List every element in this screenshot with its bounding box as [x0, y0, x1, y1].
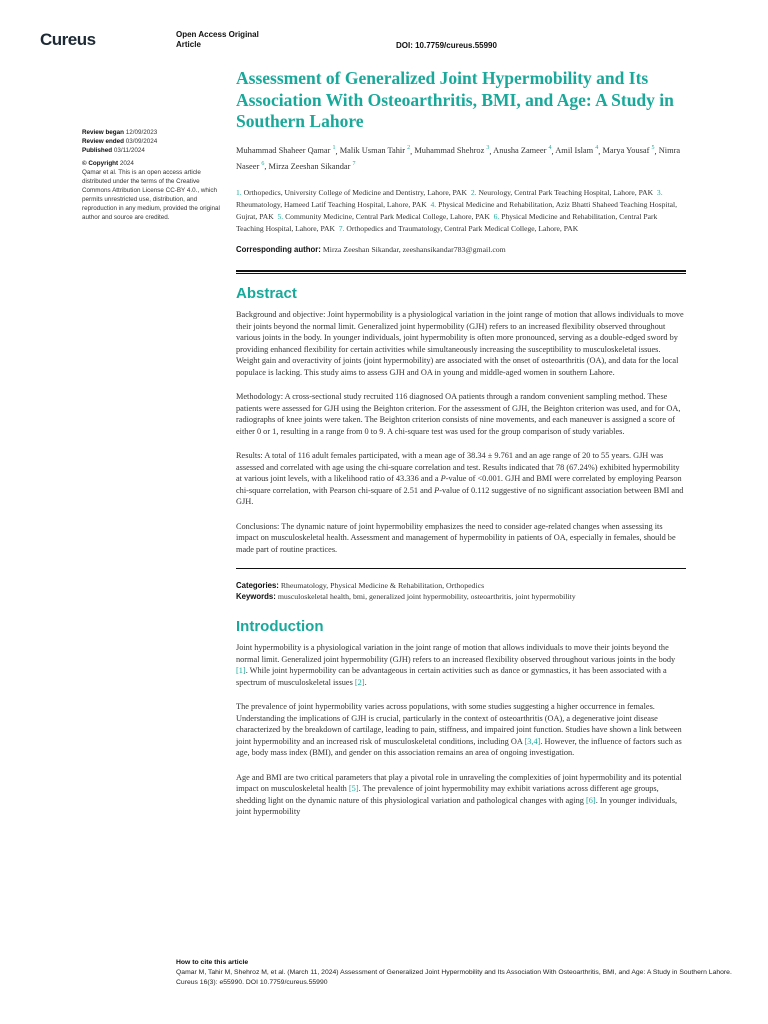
- citation-link[interactable]: [1]: [236, 666, 246, 676]
- citation-link[interactable]: [6]: [586, 795, 596, 805]
- affiliation: 4. Physical Medicine and Rehabilitation, Aziz Bhatti Shaheed Teaching Hospital, Gujrat, PAK: [236, 200, 677, 222]
- corresponding-author: [236, 245, 686, 254]
- categories-keywords: [236, 581, 686, 602]
- abstract-results: Results: A total of 116 adult females participated, with a mean age of 38.34 ± 9.761 and an age range of 20 to 55 years. GJH was assessed and correlated with age using the chi-square correlation and test. Results indicated that 78 (67.24%) exhibited hypermobility at various joint levels, with a likelihood ratio of 43.336 and a P-value of <0.001. GJH and BMI were correlated by employing Pearson chi-square correlation, with Pearson chi-square of 2.51 and P-value of 0.112 suggestive of no significant association between BMI and GJH.: [236, 451, 684, 507]
- keywords-line: Keywords: musculoskeletal health, bmi, generalized joint hypermobility, osteoarthritis, joint hypermobility: [236, 591, 576, 601]
- corresponding-label: Corresponding author:: [236, 245, 321, 255]
- affiliation: 5. Community Medicine, Central Park Medical College, Lahore, PAK: [277, 212, 490, 222]
- author[interactable]: Muhammad Shaheer Qamar $^1$: [236, 145, 336, 156]
- cite-text: Qamar M, Tahir M, Shehroz M, et al. (March 11, 2024) Assessment of Generalized Joint Hypermobility and Its Association With Osteoarthritis, BMI, and Age: A Study in Southern Lahore. Cureus 16(3): e55990. DOI 10.7759/cureus.55990: [176, 969, 732, 986]
- corresponding-text[interactable]: Mirza Zeeshan Sikandar, zeeshansikandar783@gmail.com: [322, 245, 506, 255]
- affiliations: [236, 187, 686, 235]
- author-list: Muhammad Shaheer Qamar $^1$, Malik Usman Tahir $^2$, Muhammad Shehroz $^3$, Anusha Zameer $^4$, Amil Islam $^4$, Marya Yousaf $^5$, Nimra Naseer $^6$, Mirza Zeeshan Sikandar $^7$: [236, 145, 681, 171]
- abstract-heading: Abstract: [236, 285, 297, 303]
- how-to-cite: [176, 958, 736, 988]
- intro-paragraph-1: Joint hypermobility is a physiological variation in the joint range of motion that allows individuals to move their joints beyond the normal limit. Generalized joint hypermobility (GJH) refers to an increased flexibility observed throughout various joints in the body [1]. While joint hypermobility can be advantageous in certain activities such as dance or gymnastics, it has been associated with a spectrum of musculoskeletal issues [2].: [236, 643, 676, 687]
- doi-header[interactable]: DOI: 10.7759/cureus.55990: [396, 41, 497, 50]
- copyright-label: © Copyright: [82, 160, 119, 167]
- abstract-background: Background and objective: Joint hypermobility is a physiological variation in the joint range of motion that allows individuals to move their joints beyond the normal limit. Generalized joint hypermobility (GJH) refers to an increased flexibility observed throughout various joints in the body. In younger individuals, joint hypermobility is often more pronounced, serving as a double-edged sword by providing enhanced flexibility for certain activities while simultaneously increasing the susceptibility to musculoskeletal issues. Weight gain and overactivity of joints (joint hypermobility) are associated with the onset of osteoarthritis (OA), and data for the local populace is lacking. This study aims to assess GJH and OA in young and middle-aged women in southern Lahore.: [236, 310, 684, 377]
- review-began-date: 12/09/2023: [125, 129, 158, 136]
- article-title: Assessment of Generalized Joint Hypermobility and Its Association With Osteoarthritis, BMI, and Age: A Study in Southern Lahore: [236, 68, 674, 131]
- review-began-label: Review began: [82, 129, 124, 136]
- license-text: Qamar et al. This is an open access article distributed under the terms of the Creative Commons Attribution License CC-BY 4.0., which permits unrestricted use, distribution, and reproduction in any medium, provided the original author and source are credited.: [82, 169, 220, 221]
- abstract-conclusions: Conclusions: The dynamic nature of joint hypermobility emphasizes the need to consider age-related changes when assessing its impact on musculoskeletal health. Assessment and management of hypermobility in patients of OA, especially in females, should be made part of routine practices.: [236, 521, 676, 554]
- review-ended-label: Review ended: [82, 138, 124, 145]
- author[interactable]: Malik Usman Tahir $^2$: [339, 145, 411, 156]
- citation-link[interactable]: [2]: [354, 677, 365, 687]
- section-divider: [236, 568, 686, 569]
- copyright-year: 2024: [119, 160, 134, 167]
- abstract-methodology: Methodology: A cross-sectional study recruited 116 diagnosed OA patients through a random convenient sampling method. These patients were assessed for GJH using the Beighton criterion. For the assessment of GJH, the Beighton criterion was used, and for OA, radiographs of knee joints were taken. The Beighton criterion consists of nine movements, and each maneuver is assigned a score of either 0 or 1, resulting in a range from 0 to 9. A chi-square test was used for the group comparison of study variables.: [236, 392, 681, 436]
- categories-line: Categories: Rheumatology, Physical Medicine & Rehabilitation, Orthopedics: [236, 581, 485, 591]
- affiliation: 3. Rheumatology, Hameed Latif Teaching Hospital, Lahore, PAK: [236, 188, 663, 210]
- affiliation: 2. Neurology, Central Park Teaching Hospital, Lahore, PAK: [470, 188, 654, 198]
- citation-link[interactable]: [5]: [348, 784, 359, 794]
- author[interactable]: Mirza Zeeshan Sikandar $^7$: [268, 160, 356, 171]
- introduction-heading: Introduction: [236, 618, 324, 636]
- article-meta: [82, 128, 222, 222]
- cite-heading: How to cite this article: [176, 959, 249, 966]
- cureus-logo: Cureus: [40, 30, 96, 49]
- intro-paragraph-2: The prevalence of joint hypermobility varies across populations, with some studies suggesting a higher occurrence in females. Understanding the implications of GJH is crucial, particularly in the context of osteoarthritis (OA), a degenerative joint disease characterized by the breakdown of cartilage, leading to pain, stiffness, and impaired joint function. Studies have shown a link between joint hypermobility and an increased risk of musculoskeletal conditions, including OA [3,4]. However, the influence of factors such as age, body mass index (BMI), and gender on this association remains an area of ongoing investigation.: [236, 702, 682, 758]
- published-date: 03/11/2024: [113, 147, 145, 154]
- categories-value[interactable]: Rheumatology, Physical Medicine & Rehabilitation, Orthopedics: [280, 581, 485, 591]
- author[interactable]: Anusha Zameer $^4$: [493, 145, 552, 156]
- author[interactable]: Muhammad Shehroz $^3$: [414, 145, 490, 156]
- author[interactable]: Nimra Naseer $^6$: [236, 146, 681, 171]
- main-column: [236, 68, 686, 831]
- citation-link[interactable]: [3,4]: [524, 736, 541, 746]
- review-ended-date: 03/09/2024: [125, 138, 158, 145]
- affiliation: 7. Orthopedics and Traumatology, Central Park Medical College, Lahore, PAK: [338, 224, 579, 234]
- affiliation: 1. Orthopedics, University College of Medicine and Dentistry, Lahore, PAK: [236, 188, 468, 198]
- keywords-value: musculoskeletal health, bmi, generalized joint hypermobility, osteoarthritis, joint hypermobility: [277, 591, 576, 601]
- author[interactable]: Amil Islam $^4$: [555, 145, 599, 156]
- affiliation: 6. Physical Medicine and Rehabilitation, Central Park Teaching Hospital, Lahore, PAK: [236, 212, 658, 234]
- author[interactable]: Marya Yousaf $^5$: [602, 145, 655, 156]
- published-label: Published: [82, 147, 113, 154]
- intro-paragraph-3: Age and BMI are two critical parameters that play a pivotal role in unraveling the complexities of joint hypermobility and its potential impact on musculoskeletal health [5]. The prevalence of joint hypermobility may exhibit variations across different age groups, shedding light on the dynamic nature of this physiological variation and pathological changes with aging [6]. In younger individuals, joint hypermobility: [236, 772, 682, 817]
- article-type: Open Access Original Article: [176, 30, 259, 49]
